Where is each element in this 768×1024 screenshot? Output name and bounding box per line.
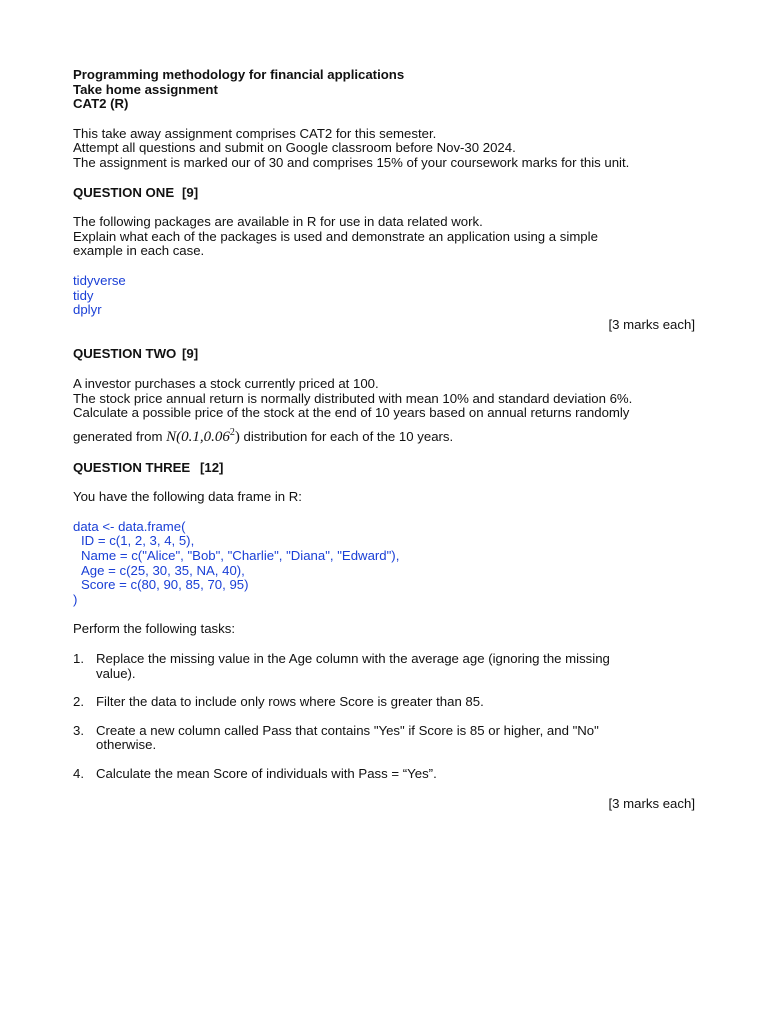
question-three-intro: You have the following data frame in R: [73,489,302,505]
task-item [73,767,695,782]
question-line: example in each case. [73,243,205,259]
question-title: QUESTION THREE [73,459,191,475]
assignment-code: CAT2 (R) [73,96,129,112]
code-line: Score = c(80, 90, 85, 70, 95) [81,577,249,593]
intro-line: The assignment is marked our of 30 and comprises 15% of your coursework marks for this unit. [73,154,630,170]
tasks-intro: Perform the following tasks: [73,621,235,637]
question-line [73,424,695,446]
task-line: Filter the data to include only rows where Score is greater than 85. [96,694,484,710]
package-item: dplyr [73,302,102,318]
task-number: 1. [73,651,84,667]
document-header [73,68,695,112]
code-line: ID = c(1, 2, 3, 4, 5), [81,533,195,549]
package-item: tidyverse [73,272,126,288]
normal-distribution-formula [166,426,240,445]
question-line: A investor purchases a stock currently priced at 100. [73,375,379,391]
task-number: 2. [73,694,84,710]
course-title: Programming methodology for financial applications [73,67,405,82]
question-one-heading [73,186,695,201]
formula-prefix: generated from [73,428,167,444]
intro-line: Attempt all questions and submit on Google classroom before Nov-30 2024. [73,140,516,156]
question-marks: [9] [182,184,199,200]
question-line: Explain what each of the packages is used and demonstrate an application using a simple [73,228,598,244]
question-two-text [73,377,695,446]
task-line: Replace the missing value in the Age column with the average age (ignoring the missing [96,651,610,667]
task-item [73,724,695,753]
task-item [73,652,695,681]
task-line: Calculate the mean Score of individuals with Pass = “Yes”. [96,766,437,781]
task-text [96,724,676,753]
marks-note: [3 marks each] [608,316,695,332]
code-line: data <- data.frame( [73,518,186,534]
task-line: value). [96,665,136,681]
task-item [73,695,695,710]
document-page [73,68,695,811]
formula-base: N(0.1,0.06 [166,428,230,445]
question-line: Calculate a possible price of the stock at the end of 10 years based on annual returns randomly [73,405,630,421]
question-line: The following packages are available in R for use in data related work. [73,214,483,230]
assignment-subtitle: Take home assignment [73,81,218,97]
task-line: otherwise. [96,737,157,753]
package-item: tidy [73,287,94,303]
formula-suffix: distribution for each of the 10 years. [239,428,454,444]
question-title: QUESTION ONE [73,184,175,200]
formula-exponent: 2 [229,426,235,438]
code-line: Name = c("Alice", "Bob", "Charlie", "Diana", "Edward"), [81,548,400,564]
task-number: 3. [73,722,84,738]
package-list [73,274,695,318]
formula-close: ) [234,428,240,445]
question-marks: [9] [182,346,199,362]
intro-paragraph [73,127,695,171]
question-marks: [12] [200,459,224,475]
r-code-block [73,520,695,608]
code-line: Age = c(25, 30, 35, NA, 40), [81,562,245,578]
task-line: Create a new column called Pass that contains "Yes" if Score is 85 or higher, and "No" [96,722,599,738]
question-three-heading [73,461,695,476]
task-text [96,767,676,782]
question-one-text [73,215,695,259]
code-line: ) [73,591,78,607]
task-text [96,652,676,681]
question-title: QUESTION TWO [73,346,177,362]
task-number: 4. [73,766,84,781]
intro-line: This take away assignment comprises CAT2 for this semester. [73,125,437,141]
task-list [73,652,695,782]
marks-note: [3 marks each] [608,795,695,811]
question-two-heading [73,347,695,362]
task-text [96,695,676,710]
question-line: The stock price annual return is normally distributed with mean 10% and standard deviation 6%. [73,390,633,406]
